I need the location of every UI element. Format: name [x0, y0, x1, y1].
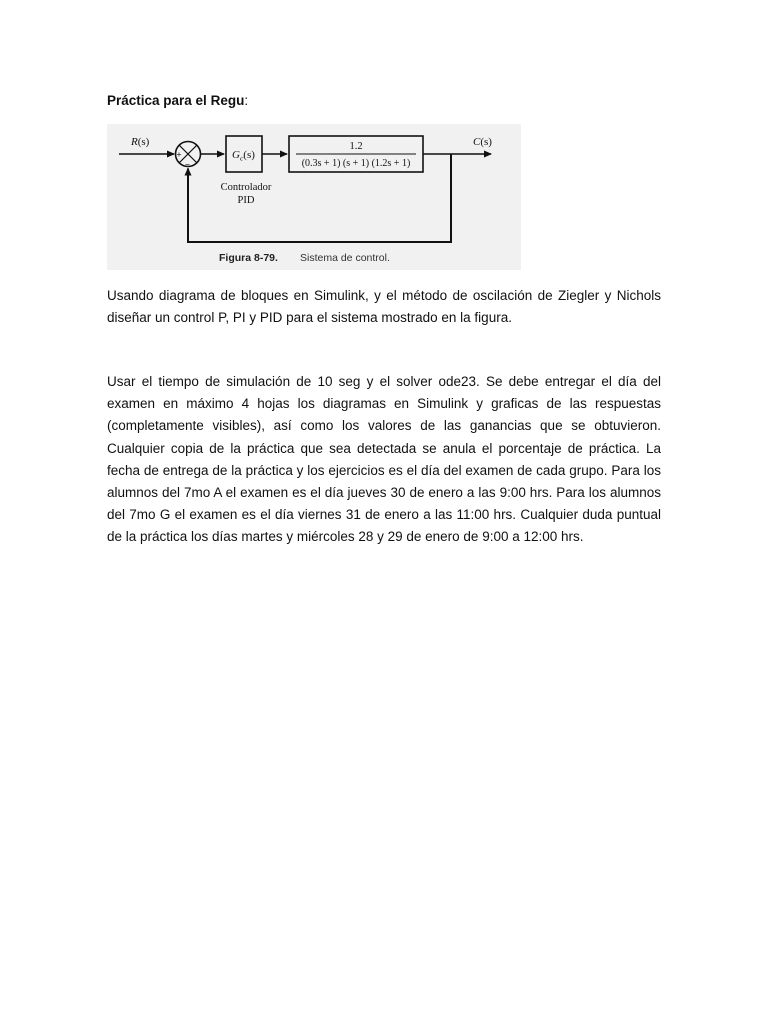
figure-caption-number: Figura 8-79.	[219, 252, 278, 264]
plant-numerator: 1.2	[349, 141, 363, 152]
sum-minus-sign: −	[185, 159, 190, 170]
block-diagram-figure	[107, 124, 521, 270]
input-label-r: R(s)	[131, 136, 150, 148]
instructions-paragraph-1: Usando diagrama de bloques en Simulink, y el método de oscilación de Ziegler y Nichols diseñar un control P, PI y PID para el sistema mostrado en la figura.	[107, 288, 661, 326]
heading-bold-text: Práctica para el Regu	[107, 93, 245, 108]
sum-plus-sign: +	[176, 149, 182, 159]
block-diagram-svg	[107, 124, 521, 270]
controller-transfer-label: $G_c(s)$	[232, 149, 255, 163]
figure-caption-text: Sistema de control.	[300, 252, 390, 264]
heading-suffix: :	[244, 93, 249, 108]
controller-label-line2: PID	[237, 195, 255, 206]
plant-denominator: (0.3s + 1) (s + 1) (1.2s + 1)	[301, 158, 411, 169]
output-label-c: C(s)	[473, 136, 492, 148]
document-heading	[107, 92, 248, 110]
instructions-paragraph-2: Usar el tiempo de simulación de 10 seg y el solver ode23. Se debe entregar el día del examen en máximo 4 hojas los diagramas en Simulink y graficas de las respuestas (completamente visibles), así como los valores de las ganancias que se obtuvieron. Cualquier copia de la práctica que sea detectada se anula el porcentaje de práctica. La fecha de entrega de la práctica y los ejercicios es el día del examen de cada grupo. Para los alumnos del 7mo A el examen es el día jueves 30 de enero a las 9:00 hrs. Para los alumnos del 7mo G el examen es el día viernes 31 de enero a las 11:00 hrs. Cualquier duda puntual de la práctica los días martes y miércoles 28 y 29 de enero de 9:00 a 12:00 hrs.	[107, 374, 661, 545]
controller-label-line1: Controlador	[220, 182, 272, 193]
